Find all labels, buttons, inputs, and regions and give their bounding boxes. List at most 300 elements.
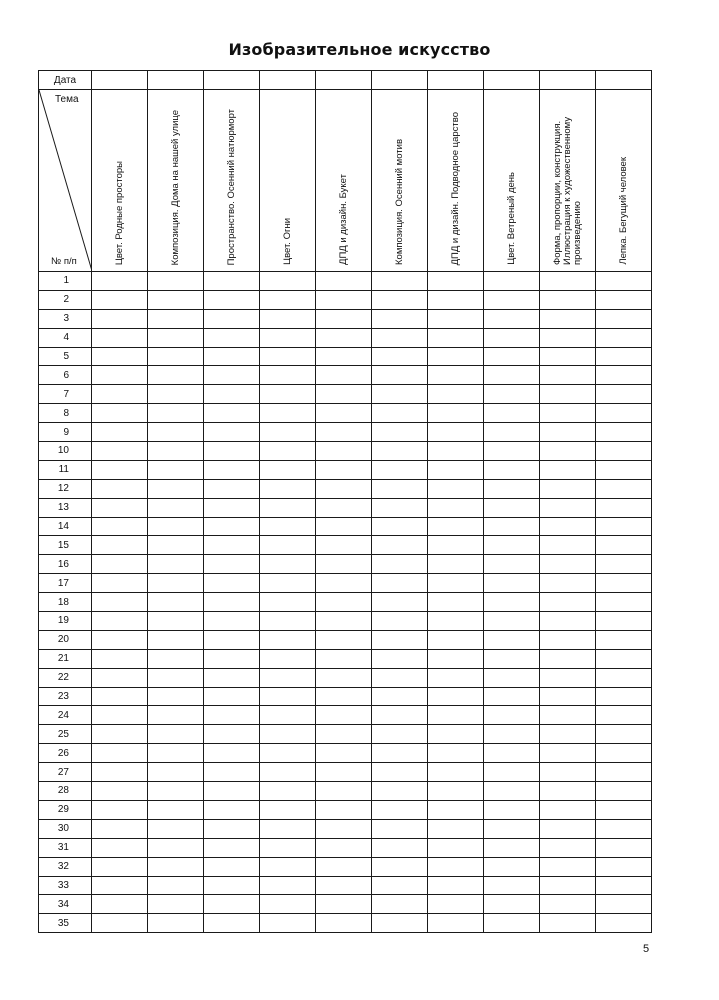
grade-cell[interactable] (596, 687, 652, 706)
grade-cell[interactable] (92, 498, 148, 517)
grade-cell[interactable] (484, 612, 540, 631)
grade-cell[interactable] (540, 649, 596, 668)
grade-cell[interactable] (148, 838, 204, 857)
grade-cell[interactable] (148, 668, 204, 687)
grade-cell[interactable] (596, 290, 652, 309)
grade-cell[interactable] (148, 630, 204, 649)
grade-cell[interactable] (372, 404, 428, 423)
date-cell[interactable] (596, 71, 652, 90)
grade-cell[interactable] (428, 706, 484, 725)
date-cell[interactable] (372, 71, 428, 90)
grade-cell[interactable] (540, 442, 596, 461)
grade-cell[interactable] (540, 800, 596, 819)
grade-cell[interactable] (92, 668, 148, 687)
grade-cell[interactable] (484, 290, 540, 309)
grade-cell[interactable] (316, 819, 372, 838)
grade-cell[interactable] (596, 574, 652, 593)
grade-cell[interactable] (596, 895, 652, 914)
grade-cell[interactable] (148, 404, 204, 423)
grade-cell[interactable] (540, 290, 596, 309)
grade-cell[interactable] (540, 895, 596, 914)
grade-cell[interactable] (148, 914, 204, 933)
grade-cell[interactable] (372, 498, 428, 517)
grade-cell[interactable] (540, 366, 596, 385)
grade-cell[interactable] (596, 347, 652, 366)
grade-cell[interactable] (148, 857, 204, 876)
grade-cell[interactable] (260, 668, 316, 687)
grade-cell[interactable] (596, 782, 652, 801)
grade-cell[interactable] (596, 423, 652, 442)
grade-cell[interactable] (428, 857, 484, 876)
grade-cell[interactable] (204, 630, 260, 649)
grade-cell[interactable] (260, 536, 316, 555)
grade-cell[interactable] (92, 385, 148, 404)
grade-cell[interactable] (92, 687, 148, 706)
grade-cell[interactable] (92, 838, 148, 857)
grade-cell[interactable] (92, 725, 148, 744)
grade-cell[interactable] (204, 819, 260, 838)
grade-cell[interactable] (148, 593, 204, 612)
grade-cell[interactable] (372, 517, 428, 536)
grade-cell[interactable] (148, 479, 204, 498)
grade-cell[interactable] (540, 612, 596, 631)
grade-cell[interactable] (596, 555, 652, 574)
grade-cell[interactable] (372, 630, 428, 649)
grade-cell[interactable] (260, 630, 316, 649)
grade-cell[interactable] (260, 347, 316, 366)
grade-cell[interactable] (428, 272, 484, 291)
grade-cell[interactable] (596, 800, 652, 819)
grade-cell[interactable] (316, 763, 372, 782)
grade-cell[interactable] (260, 819, 316, 838)
grade-cell[interactable] (540, 763, 596, 782)
grade-cell[interactable] (92, 574, 148, 593)
grade-cell[interactable] (540, 687, 596, 706)
grade-cell[interactable] (540, 744, 596, 763)
grade-cell[interactable] (260, 649, 316, 668)
grade-cell[interactable] (596, 668, 652, 687)
grade-cell[interactable] (260, 763, 316, 782)
grade-cell[interactable] (372, 423, 428, 442)
grade-cell[interactable] (92, 649, 148, 668)
grade-cell[interactable] (148, 442, 204, 461)
grade-cell[interactable] (484, 668, 540, 687)
grade-cell[interactable] (92, 876, 148, 895)
grade-cell[interactable] (372, 328, 428, 347)
grade-cell[interactable] (204, 857, 260, 876)
grade-cell[interactable] (204, 517, 260, 536)
grade-cell[interactable] (372, 800, 428, 819)
grade-cell[interactable] (316, 593, 372, 612)
grade-cell[interactable] (316, 347, 372, 366)
grade-cell[interactable] (428, 800, 484, 819)
grade-cell[interactable] (204, 385, 260, 404)
grade-cell[interactable] (148, 290, 204, 309)
grade-cell[interactable] (484, 385, 540, 404)
grade-cell[interactable] (204, 744, 260, 763)
grade-cell[interactable] (260, 574, 316, 593)
grade-cell[interactable] (484, 876, 540, 895)
grade-cell[interactable] (428, 838, 484, 857)
grade-cell[interactable] (428, 914, 484, 933)
grade-cell[interactable] (484, 763, 540, 782)
grade-cell[interactable] (428, 687, 484, 706)
grade-cell[interactable] (148, 725, 204, 744)
grade-cell[interactable] (484, 347, 540, 366)
grade-cell[interactable] (428, 744, 484, 763)
grade-cell[interactable] (372, 574, 428, 593)
grade-cell[interactable] (540, 630, 596, 649)
grade-cell[interactable] (596, 744, 652, 763)
grade-cell[interactable] (428, 593, 484, 612)
grade-cell[interactable] (204, 460, 260, 479)
grade-cell[interactable] (428, 819, 484, 838)
grade-cell[interactable] (484, 914, 540, 933)
grade-cell[interactable] (148, 385, 204, 404)
grade-cell[interactable] (540, 517, 596, 536)
grade-cell[interactable] (484, 404, 540, 423)
grade-cell[interactable] (372, 687, 428, 706)
date-cell[interactable] (260, 71, 316, 90)
grade-cell[interactable] (148, 876, 204, 895)
grade-cell[interactable] (540, 404, 596, 423)
grade-cell[interactable] (372, 347, 428, 366)
grade-cell[interactable] (484, 272, 540, 291)
grade-cell[interactable] (484, 555, 540, 574)
grade-cell[interactable] (316, 460, 372, 479)
grade-cell[interactable] (316, 555, 372, 574)
grade-cell[interactable] (540, 347, 596, 366)
grade-cell[interactable] (204, 706, 260, 725)
grade-cell[interactable] (260, 272, 316, 291)
grade-cell[interactable] (92, 763, 148, 782)
grade-cell[interactable] (596, 385, 652, 404)
grade-cell[interactable] (428, 630, 484, 649)
grade-cell[interactable] (428, 536, 484, 555)
grade-cell[interactable] (316, 536, 372, 555)
grade-cell[interactable] (540, 479, 596, 498)
grade-cell[interactable] (92, 423, 148, 442)
grade-cell[interactable] (484, 498, 540, 517)
grade-cell[interactable] (484, 460, 540, 479)
grade-cell[interactable] (204, 442, 260, 461)
grade-cell[interactable] (316, 895, 372, 914)
grade-cell[interactable] (540, 574, 596, 593)
grade-cell[interactable] (540, 555, 596, 574)
grade-cell[interactable] (204, 555, 260, 574)
grade-cell[interactable] (260, 555, 316, 574)
grade-cell[interactable] (316, 649, 372, 668)
grade-cell[interactable] (148, 309, 204, 328)
grade-cell[interactable] (204, 272, 260, 291)
grade-cell[interactable] (148, 782, 204, 801)
grade-cell[interactable] (260, 593, 316, 612)
grade-cell[interactable] (372, 763, 428, 782)
grade-cell[interactable] (260, 876, 316, 895)
grade-cell[interactable] (428, 385, 484, 404)
grade-cell[interactable] (372, 612, 428, 631)
grade-cell[interactable] (596, 309, 652, 328)
grade-cell[interactable] (204, 498, 260, 517)
grade-cell[interactable] (540, 668, 596, 687)
grade-cell[interactable] (596, 857, 652, 876)
grade-cell[interactable] (428, 460, 484, 479)
grade-cell[interactable] (204, 290, 260, 309)
date-cell[interactable] (148, 71, 204, 90)
grade-cell[interactable] (428, 498, 484, 517)
grade-cell[interactable] (372, 536, 428, 555)
grade-cell[interactable] (316, 914, 372, 933)
grade-cell[interactable] (596, 517, 652, 536)
grade-cell[interactable] (484, 744, 540, 763)
grade-cell[interactable] (204, 687, 260, 706)
grade-cell[interactable] (260, 687, 316, 706)
grade-cell[interactable] (316, 404, 372, 423)
grade-cell[interactable] (260, 857, 316, 876)
grade-cell[interactable] (596, 763, 652, 782)
grade-cell[interactable] (92, 612, 148, 631)
grade-cell[interactable] (540, 782, 596, 801)
grade-cell[interactable] (260, 782, 316, 801)
grade-cell[interactable] (428, 479, 484, 498)
grade-cell[interactable] (204, 328, 260, 347)
grade-cell[interactable] (260, 442, 316, 461)
grade-cell[interactable] (204, 668, 260, 687)
grade-cell[interactable] (484, 649, 540, 668)
grade-cell[interactable] (540, 536, 596, 555)
grade-cell[interactable] (428, 612, 484, 631)
grade-cell[interactable] (372, 782, 428, 801)
grade-cell[interactable] (92, 536, 148, 555)
grade-cell[interactable] (428, 555, 484, 574)
grade-cell[interactable] (260, 744, 316, 763)
grade-cell[interactable] (540, 914, 596, 933)
grade-cell[interactable] (316, 479, 372, 498)
grade-cell[interactable] (92, 290, 148, 309)
grade-cell[interactable] (484, 725, 540, 744)
grade-cell[interactable] (260, 725, 316, 744)
grade-cell[interactable] (484, 593, 540, 612)
grade-cell[interactable] (372, 272, 428, 291)
date-cell[interactable] (92, 71, 148, 90)
grade-cell[interactable] (372, 385, 428, 404)
grade-cell[interactable] (316, 498, 372, 517)
grade-cell[interactable] (316, 328, 372, 347)
grade-cell[interactable] (148, 517, 204, 536)
grade-cell[interactable] (540, 328, 596, 347)
grade-cell[interactable] (148, 649, 204, 668)
grade-cell[interactable] (92, 819, 148, 838)
grade-cell[interactable] (596, 328, 652, 347)
grade-cell[interactable] (428, 328, 484, 347)
date-cell[interactable] (204, 71, 260, 90)
grade-cell[interactable] (204, 366, 260, 385)
grade-cell[interactable] (92, 800, 148, 819)
grade-cell[interactable] (148, 366, 204, 385)
grade-cell[interactable] (540, 857, 596, 876)
grade-cell[interactable] (316, 517, 372, 536)
grade-cell[interactable] (428, 725, 484, 744)
grade-cell[interactable] (316, 800, 372, 819)
grade-cell[interactable] (316, 687, 372, 706)
grade-cell[interactable] (92, 442, 148, 461)
grade-cell[interactable] (316, 612, 372, 631)
grade-cell[interactable] (484, 800, 540, 819)
grade-cell[interactable] (204, 649, 260, 668)
date-cell[interactable] (540, 71, 596, 90)
grade-cell[interactable] (260, 366, 316, 385)
grade-cell[interactable] (92, 593, 148, 612)
grade-cell[interactable] (316, 574, 372, 593)
grade-cell[interactable] (92, 895, 148, 914)
grade-cell[interactable] (92, 857, 148, 876)
grade-cell[interactable] (428, 668, 484, 687)
grade-cell[interactable] (316, 630, 372, 649)
grade-cell[interactable] (148, 819, 204, 838)
grade-cell[interactable] (372, 442, 428, 461)
grade-cell[interactable] (204, 876, 260, 895)
grade-cell[interactable] (148, 687, 204, 706)
grade-cell[interactable] (260, 612, 316, 631)
grade-cell[interactable] (484, 706, 540, 725)
grade-cell[interactable] (92, 328, 148, 347)
grade-cell[interactable] (540, 876, 596, 895)
grade-cell[interactable] (148, 272, 204, 291)
grade-cell[interactable] (428, 366, 484, 385)
grade-cell[interactable] (428, 517, 484, 536)
grade-cell[interactable] (204, 763, 260, 782)
grade-cell[interactable] (372, 819, 428, 838)
grade-cell[interactable] (260, 706, 316, 725)
grade-cell[interactable] (316, 423, 372, 442)
grade-cell[interactable] (596, 272, 652, 291)
grade-cell[interactable] (92, 782, 148, 801)
grade-cell[interactable] (372, 668, 428, 687)
grade-cell[interactable] (148, 706, 204, 725)
grade-cell[interactable] (92, 706, 148, 725)
grade-cell[interactable] (596, 914, 652, 933)
grade-cell[interactable] (316, 668, 372, 687)
grade-cell[interactable] (484, 309, 540, 328)
grade-cell[interactable] (540, 460, 596, 479)
grade-cell[interactable] (428, 423, 484, 442)
grade-cell[interactable] (92, 460, 148, 479)
grade-cell[interactable] (204, 838, 260, 857)
grade-cell[interactable] (484, 630, 540, 649)
grade-cell[interactable] (540, 838, 596, 857)
grade-cell[interactable] (540, 423, 596, 442)
grade-cell[interactable] (596, 838, 652, 857)
grade-cell[interactable] (484, 687, 540, 706)
grade-cell[interactable] (204, 800, 260, 819)
grade-cell[interactable] (204, 404, 260, 423)
grade-cell[interactable] (428, 290, 484, 309)
grade-cell[interactable] (148, 423, 204, 442)
grade-cell[interactable] (316, 366, 372, 385)
grade-cell[interactable] (316, 272, 372, 291)
grade-cell[interactable] (372, 914, 428, 933)
date-cell[interactable] (428, 71, 484, 90)
grade-cell[interactable] (92, 366, 148, 385)
grade-cell[interactable] (596, 876, 652, 895)
grade-cell[interactable] (148, 574, 204, 593)
grade-cell[interactable] (484, 536, 540, 555)
grade-cell[interactable] (372, 744, 428, 763)
grade-cell[interactable] (596, 366, 652, 385)
grade-cell[interactable] (540, 498, 596, 517)
grade-cell[interactable] (92, 630, 148, 649)
grade-cell[interactable] (260, 328, 316, 347)
grade-cell[interactable] (92, 404, 148, 423)
grade-cell[interactable] (148, 555, 204, 574)
grade-cell[interactable] (204, 914, 260, 933)
grade-cell[interactable] (428, 309, 484, 328)
grade-cell[interactable] (372, 555, 428, 574)
grade-cell[interactable] (540, 725, 596, 744)
grade-cell[interactable] (428, 763, 484, 782)
grade-cell[interactable] (596, 536, 652, 555)
grade-cell[interactable] (316, 876, 372, 895)
grade-cell[interactable] (260, 800, 316, 819)
grade-cell[interactable] (596, 630, 652, 649)
grade-cell[interactable] (260, 460, 316, 479)
grade-cell[interactable] (596, 479, 652, 498)
grade-cell[interactable] (372, 460, 428, 479)
date-cell[interactable] (316, 71, 372, 90)
grade-cell[interactable] (540, 706, 596, 725)
grade-cell[interactable] (260, 404, 316, 423)
grade-cell[interactable] (204, 725, 260, 744)
grade-cell[interactable] (540, 272, 596, 291)
grade-cell[interactable] (148, 744, 204, 763)
grade-cell[interactable] (596, 649, 652, 668)
grade-cell[interactable] (484, 838, 540, 857)
grade-cell[interactable] (596, 404, 652, 423)
grade-cell[interactable] (596, 460, 652, 479)
grade-cell[interactable] (148, 347, 204, 366)
grade-cell[interactable] (428, 574, 484, 593)
grade-cell[interactable] (92, 347, 148, 366)
grade-cell[interactable] (484, 442, 540, 461)
grade-cell[interactable] (540, 309, 596, 328)
grade-cell[interactable] (484, 895, 540, 914)
grade-cell[interactable] (316, 744, 372, 763)
grade-cell[interactable] (92, 272, 148, 291)
grade-cell[interactable] (204, 347, 260, 366)
grade-cell[interactable] (260, 498, 316, 517)
grade-cell[interactable] (316, 309, 372, 328)
grade-cell[interactable] (204, 593, 260, 612)
grade-cell[interactable] (372, 876, 428, 895)
grade-cell[interactable] (372, 706, 428, 725)
grade-cell[interactable] (260, 385, 316, 404)
grade-cell[interactable] (204, 574, 260, 593)
grade-cell[interactable] (204, 782, 260, 801)
grade-cell[interactable] (92, 517, 148, 536)
grade-cell[interactable] (372, 309, 428, 328)
grade-cell[interactable] (540, 385, 596, 404)
grade-cell[interactable] (316, 725, 372, 744)
grade-cell[interactable] (148, 763, 204, 782)
grade-cell[interactable] (204, 536, 260, 555)
grade-cell[interactable] (484, 423, 540, 442)
grade-cell[interactable] (428, 876, 484, 895)
grade-cell[interactable] (372, 838, 428, 857)
grade-cell[interactable] (372, 895, 428, 914)
grade-cell[interactable] (484, 479, 540, 498)
grade-cell[interactable] (372, 593, 428, 612)
grade-cell[interactable] (428, 895, 484, 914)
